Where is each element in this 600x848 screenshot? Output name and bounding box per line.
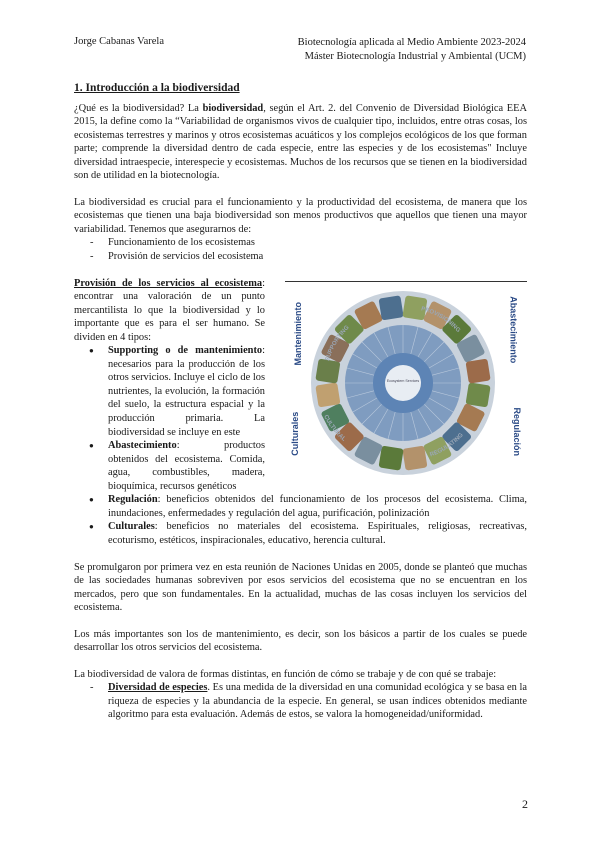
item-text: . Es una medida de la diversidad en una comunidad ecológica y se basa en la riqueza de especies y la abundancia de la especie. En general, se usan índices obtenidos mediante algoritmo para esta evaluación. Además de estos, se valora la homogeneidad/uniformidad. (108, 682, 527, 721)
item-term: Supporting o de mantenimiento (108, 345, 263, 357)
header-author: Jorge Cabanas Varela (74, 36, 164, 47)
list-item-provisioning (74, 439, 527, 493)
figure-divider (285, 281, 527, 282)
item-term: Abastecimiento (108, 440, 177, 452)
figure-label-regulation: Regulación (512, 407, 523, 456)
list-item: - Funcionamiento de los ecosistemas (74, 236, 527, 250)
wheel-center-label: Ecosystem Services (386, 378, 420, 383)
figure-label-provisioning: Abastecimiento (508, 295, 519, 363)
ring-label-regulating: REGULATING (429, 431, 465, 458)
header-course (298, 36, 526, 64)
provision-section (74, 277, 527, 548)
list-item (74, 681, 527, 722)
intro-question: ¿Qué es la biodiversidad? La (74, 102, 203, 114)
item-term: Culturales (108, 521, 155, 533)
item-term: Diversidad de especies (108, 682, 208, 694)
crucial-paragraph: La biodiversidad es crucial para el funcionamiento y la productividad del ecosistema, de manera que los ecosistemas que tienen una baja biodiversidad son menos productivos que aquellos que tienen una mayor variabilidad. Tenemos que asegurarnos de: (74, 196, 527, 235)
header-course-line1: Biotecnología aplicada al Medio Ambiente 2023-2024 (297, 37, 526, 48)
valuation-list (74, 681, 527, 722)
wheel-photo-tile (379, 295, 404, 320)
intro-text: , según el Art. 2. del Convenio de Diversidad Biológica EEA 2015, la define como la “Variabilidad de organismos vivos de cualquier tipo, incluidos, entre otras cosas, los ecosistemas terrestres y marinos y otros ecosistemas acuáticos y los complejos ecológicos de los que forman parte; comprende la diversidad dentro de cada especie, entre las especies y de los ecosistemas" Incluye diversidad intraespecie, interespecie y ecosistemas. Muchos de los recursos que se tienen en la biodiversidad son de utilidad en la biotecnología. (74, 102, 527, 182)
un-paragraph: Se promulgaron por primera vez en esta reunión de Naciones Unidas en 2005, donde se planteó que muchas de las sociedades humanas sobreviven por esos servicios del ecosistema que no se encuentran en los mercados, pero que son fundamentales. En la actualidad, muchas de las cosas incluyen los servicios del ecosistema. (74, 561, 527, 614)
list-item: - Provisión de servicios del ecosistema (74, 250, 527, 264)
ring-label-provisioning: PROVISIONING (420, 305, 462, 334)
ring-label-supporting: SUPPORTING (324, 324, 351, 362)
list-item-regulation (74, 493, 527, 520)
figure-label-maintenance: Mantenimiento (292, 301, 303, 366)
provision-title: Provisión de los servicios al ecosistema (74, 277, 263, 289)
service-types-list (74, 344, 527, 547)
crucial-list (74, 236, 527, 263)
item-text: : beneficios no materiales del ecosistema. Espirituales, religiosas, recreativas, ecoturismo, estéticos, inspiracionales, educativo, herencia cultural. (108, 521, 527, 546)
item-text: : productos obtenidos del ecosistema. Comida, agua, combustibles, madera, bioquímica, recursos genéticos (108, 440, 265, 492)
provision-text: : encontrar una valoración de un punto mercantilista lo que la biodiversidad y lo importante que es para el ser humano. Se dividen en 4 tipos: (74, 277, 265, 343)
item-term: Regulación (108, 494, 158, 506)
maintenance-paragraph: Los más importantes son los de mantenimiento, es decir, son los básicos a partir de los cuales se puede desarrollar los otros servicios del ecosistema. (74, 628, 527, 654)
item-text: : necesarios para la producción de los otros servicios. Incluye el ciclo de los nutrientes, la evolución, la formación del suelo, la estructura espacial y la producción primaria. La biodiversidad se incluye en este (108, 345, 265, 438)
intro-term: biodiversidad (202, 102, 264, 114)
valuation-paragraph: La biodiversidad de valora de formas distintas, en función de cómo se trabaje y de con qué se trabaje: (74, 668, 497, 680)
list-item-supporting (74, 344, 527, 439)
list-item-cultural (74, 520, 527, 547)
page-number: 2 (522, 797, 528, 811)
header-course-line2: Máster Biotecnología Industrial y Ambiental (UCM) (304, 51, 526, 62)
item-text: : beneficios obtenidos del funcionamiento de los procesos del ecosistema. Clima, inundaciones, enfermedades y regulación del agua, purificación, polinización (108, 494, 527, 519)
section-title: 1. Introducción a la biodiversidad (74, 82, 240, 94)
ring-label-cultural: CULTURAL (322, 413, 347, 443)
main-content (74, 82, 527, 735)
intro-paragraph (74, 102, 527, 183)
figure-label-cultural: Culturales (290, 411, 301, 456)
